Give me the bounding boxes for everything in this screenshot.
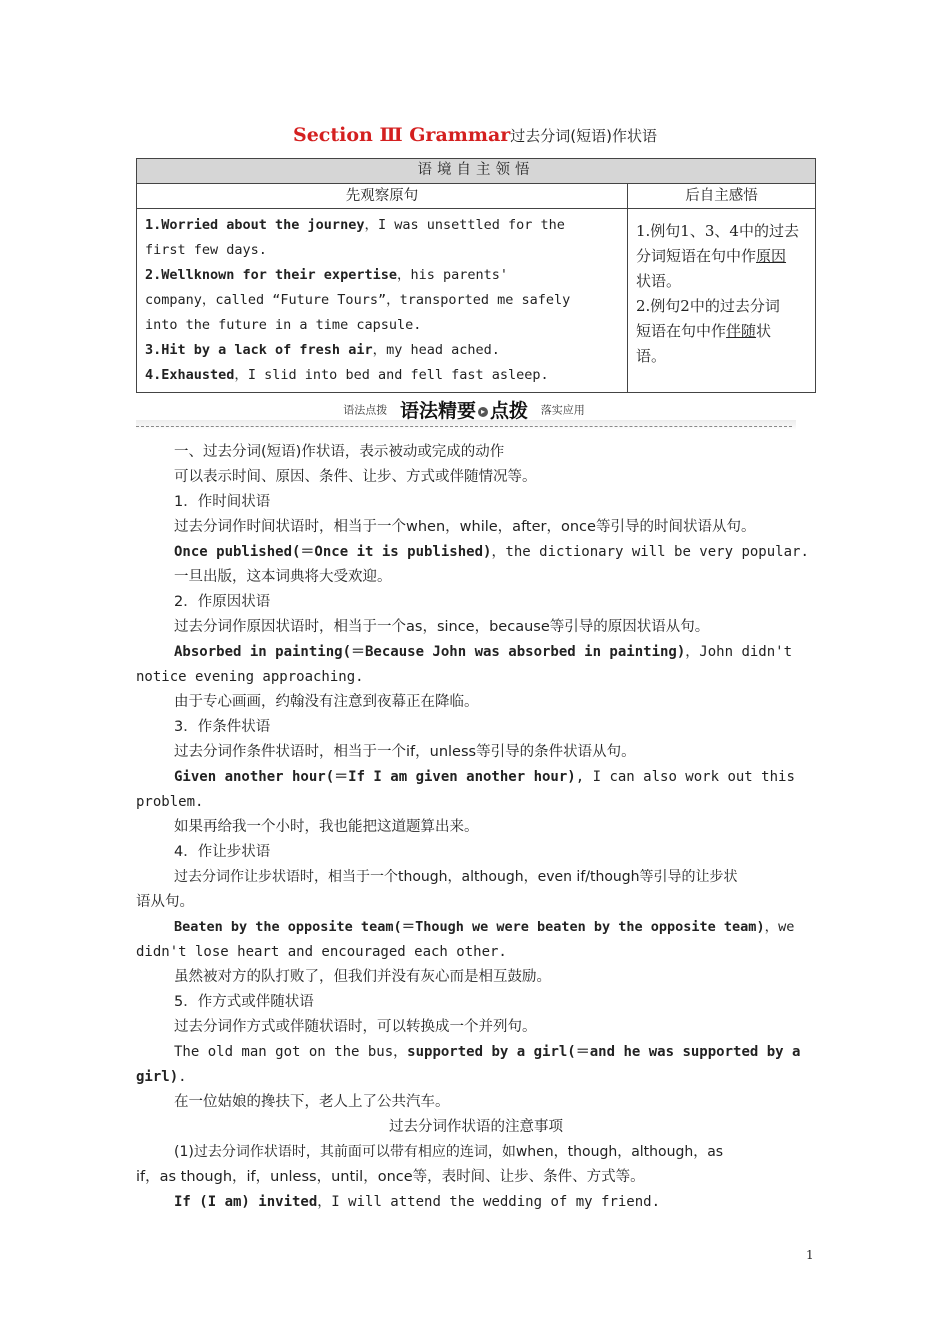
section-heading: 5．作方式或伴随状语	[174, 994, 314, 1010]
translation: 一旦出版，这本词典将大受欢迎。	[174, 569, 392, 585]
example-sentence: Beaten by the opposite team(＝Though we were beaten by the opposite team)，we	[174, 919, 795, 935]
column-header-reflect: 后自主感悟	[628, 184, 816, 209]
example-line: 3.Hit by a lack of fresh air，my head ached.	[145, 342, 500, 358]
example-line: into the future in a time capsule.	[145, 317, 422, 333]
translation: 虽然被对方的队打败了，但我们并没有灰心而是相互鼓励。	[174, 969, 551, 985]
grammar-body: 一、过去分词(短语)作状语，表示被动或完成的动作 可以表示时间、原因、条件、让步、方式或伴随情况等。 1．作时间状语 过去分词作时间状语时，相当于一个when，while，after，once等引导的时间状语从句。 Once published(＝Once it is published)，the dictionary will be very popular. 一旦出版，这本词典将大受欢迎。 2．作原因状语 过去分词作原因状语时，相当于一个as，since，because等引导的原因状语从句。 Absorbed in painting(＝Because John was absorbed in painting)，John didn't notice evening approaching. 由于专心画画，约翰没有注意到夜幕正在降临。 3．作条件状语 过去分词作条件状语时，相当于一个if，unless等引导的条件状语从句。 Given another hour(＝If I am given another hour), I can also work out this problem. 如果再给我一个小时，我也能把这道题算出来。 4．作让步状语 过去分词作让步状语时，相当于一个though，although，even if/though等引导的让步状 语从句。 Beaten by the opposite team(＝Though we were beaten by the opposite team)，we didn't lose heart and encouraged each other. 虽然被对方的队打败了，但我们并没有灰心而是相互鼓励。 5．作方式或伴随状语 过去分词作方式或伴随状语时，可以转换成一个并列句。 The old man got on the bus，supported by a girl(＝and he was supported by a girl). 在一位姑娘的搀扶下，老人上了公共汽车。 过去分词作状语的注意事项 (1)过去分词作状语时，其前面可以带有相应的连词，如when，though，although，as if，as though，if，unless，until，once等，表时间、让步、条件、方式等。 If (I am) invited，I will attend the wedding of my friend.	[136, 440, 816, 1215]
banner-left-label: 语法点拨	[343, 403, 388, 417]
section-heading: 3．作条件状语	[174, 719, 271, 735]
example-sentence: Given another hour(＝If I am given another hour), I can also work out this	[174, 769, 795, 785]
context-table	[136, 158, 816, 393]
insight-notes: 1.例句1、3、4中的过去 分词短语在句中作原因 状语。 2.例句2中的过去分词 短语在句中作伴随状 语。	[628, 209, 816, 393]
section-banner	[136, 396, 792, 427]
translation: 如果再给我一个小时，我也能把这道题算出来。	[174, 819, 479, 835]
title-chinese: 过去分词(短语)作状语	[510, 127, 658, 145]
answer-blank: 伴随	[726, 322, 757, 340]
section-heading: 2．作原因状语	[174, 594, 271, 610]
arrow-icon: ▸	[478, 407, 488, 417]
column-header-observe: 先观察原句	[137, 184, 628, 209]
page-number: 1	[806, 1248, 814, 1262]
example-line: 4.Exhausted，I slid into bed and fell fast asleep.	[145, 367, 549, 383]
translation: 由于专心画画，约翰没有注意到夜幕正在降临。	[174, 694, 479, 710]
banner-right-label: 落实应用	[540, 403, 585, 417]
example-line: 1.Worried about the journey，I was unsettled for the	[145, 217, 565, 233]
answer-blank: 原因	[756, 247, 787, 265]
section-heading: 4．作让步状语	[174, 844, 271, 860]
example-sentence: Absorbed in painting(＝Because John was absorbed in painting)，John didn't	[174, 644, 793, 660]
example-line: company，called “Future Tours”，transported me safely	[145, 292, 571, 308]
example-sentences	[137, 209, 628, 393]
title-english: Section Ⅲ Grammar	[292, 124, 511, 146]
table-header: 语境自主领悟	[137, 159, 816, 184]
example-sentence: The old man got on the bus，supported by a girl(＝and he was supported by a	[174, 1044, 801, 1060]
example-line: first few days.	[145, 242, 267, 258]
example-sentence: Once published(＝Once it is published)，the dictionary will be very popular.	[174, 544, 809, 560]
page-title	[0, 122, 950, 149]
section-heading: 1．作时间状语	[174, 494, 271, 510]
example-sentence: If (I am) invited，I will attend the wedding of my friend.	[174, 1194, 661, 1210]
example-line: 2.Wellknown for their expertise，his parents'	[145, 267, 509, 283]
translation: 在一位姑娘的搀扶下，老人上了公共汽车。	[174, 1094, 450, 1110]
notes-heading: 过去分词作状语的注意事项	[389, 1119, 563, 1135]
banner-title: 语法精要 ▸ 点拨	[399, 400, 529, 422]
